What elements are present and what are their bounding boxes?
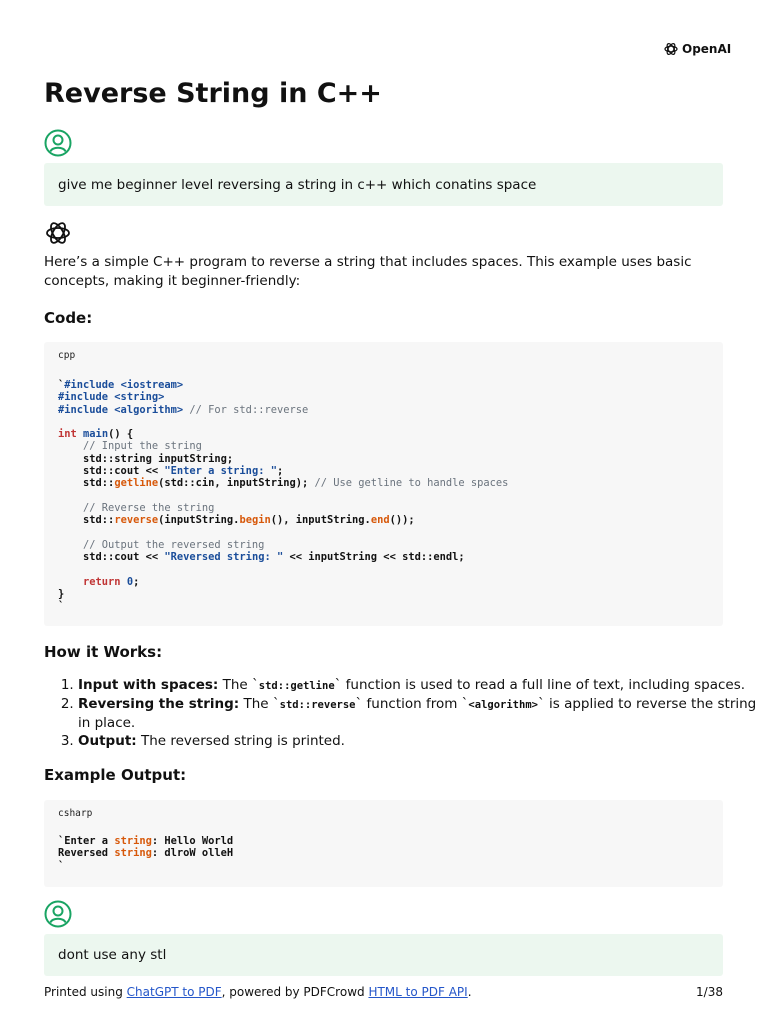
- user-message: [44, 163, 723, 206]
- example-heading: Example Output:: [44, 766, 187, 784]
- html-to-pdf-api-link[interactable]: HTML to PDF API: [368, 985, 468, 999]
- openai-logo-icon: [663, 41, 679, 57]
- brand-name: OpenAI: [682, 42, 732, 56]
- footer-text: Printed using ChatGPT to PDF, powered by PDFCrowd HTML to PDF API.: [44, 985, 472, 999]
- how-heading: How it Works:: [44, 643, 163, 661]
- code-language-label: cpp: [58, 350, 76, 361]
- user-message-text: dont use any stl: [58, 947, 167, 963]
- example-language-label: csharp: [58, 808, 93, 819]
- list-item: 1. Input with spaces: The `std::getline` function is used to read a full line of text, including spaces.: [78, 676, 768, 695]
- code-content: `#include <iostream> #include <string> #include <algorithm> // For std::reverse int main() { // Input the string std::string inputString; std::cout << "Enter a string: "; std::getline(std::cin, inputString); // Use getline to handle spaces // Reverse the string std::reverse(inputString.begin(), inputString.end()); // Output the reversed string std::cout << "Reversed string: " << inputString << std::endl; return 0; } `: [58, 379, 509, 613]
- user-message-text: give me beginner level reversing a string in c++ which conatins space: [58, 176, 537, 193]
- brand-header: [663, 41, 731, 57]
- assistant-intro: Here’s a simple C++ program to reverse a string that includes spaces. This example uses basic concepts, making it beginner-friendly:: [44, 254, 692, 289]
- chatgpt-to-pdf-link[interactable]: ChatGPT to PDF: [126, 985, 222, 999]
- page-title: Reverse String in C++: [44, 78, 382, 109]
- list-item: 3. Output: The reversed string is printed.: [78, 732, 768, 750]
- user-message: [44, 934, 723, 976]
- code-heading: Code:: [44, 309, 93, 327]
- steps-list: [44, 676, 768, 750]
- example-output-block[interactable]: [44, 800, 723, 887]
- user-avatar-icon: [44, 900, 72, 928]
- user-avatar-icon: [44, 129, 72, 157]
- page-number: 1/38: [696, 985, 723, 999]
- page-footer: [44, 985, 723, 999]
- list-item: 2. Reversing the string: The `std::reverse` function from `<algorithm>` is applied to reverse the string in place.: [78, 695, 768, 732]
- openai-logo-icon: [44, 219, 72, 247]
- code-block[interactable]: [44, 342, 723, 626]
- example-output-content: `Enter a string: Hello World Reversed string: dlroW olleH `: [58, 835, 234, 872]
